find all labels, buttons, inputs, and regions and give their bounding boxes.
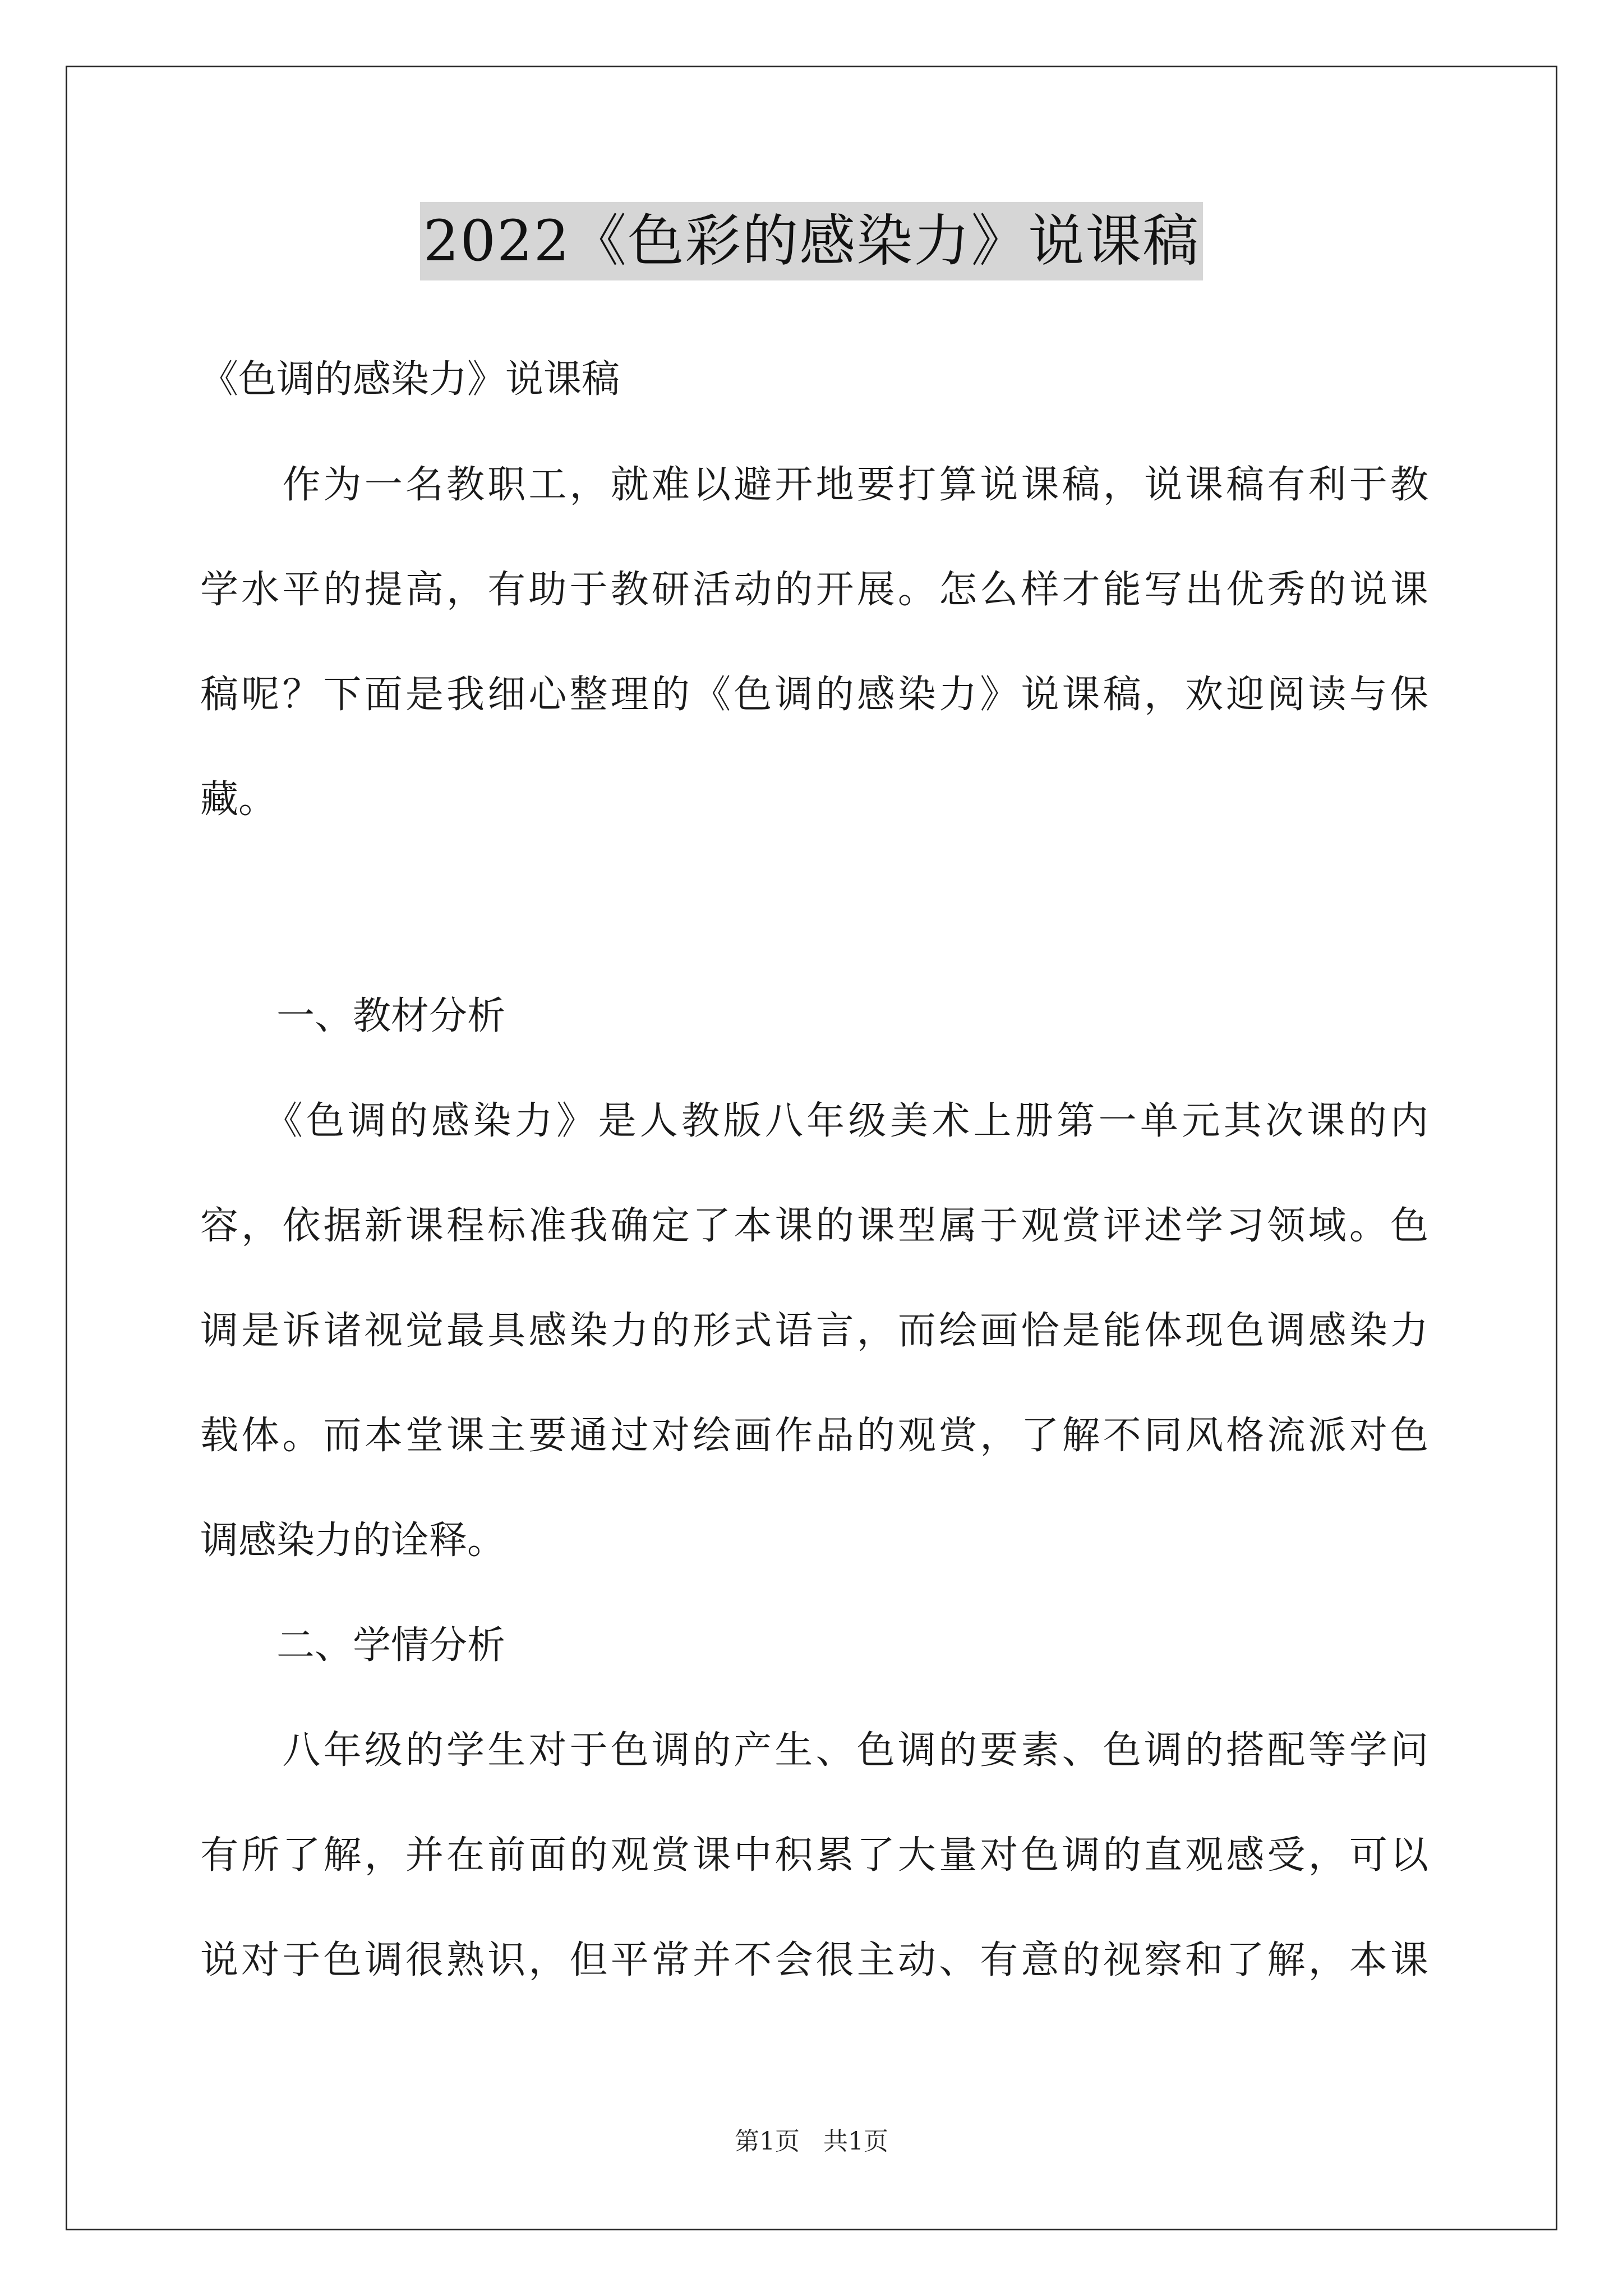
page-footer: 第1页 共1页 <box>735 2127 888 2156</box>
intro-line-3: 稿呢？下面是我细心整理的《色调的感染力》说课稿，欢迎阅读与保 <box>200 673 1428 717</box>
section1-line-5: 调感染力的诠释。 <box>200 1519 506 1563</box>
section2-line-1: 八年级的学生对于色调的产生、色调的要素、色调的搭配等学问 <box>200 1728 1428 1773</box>
section-heading-1: 一、教材分析 <box>200 994 506 1038</box>
title-container <box>0 202 1623 280</box>
section2-line-2: 有所了解，并在前面的观赏课中积累了大量对色调的直观感受，可以 <box>200 1833 1428 1878</box>
section1-line-2: 容，依据新课程标准我确定了本课的课型属于观赏评述学习领域。色 <box>200 1204 1428 1248</box>
intro-line-4: 藏。 <box>200 777 277 822</box>
document-subtitle: 《色调的感染力》说课稿 <box>200 357 620 402</box>
document-title: 2022《色彩的感染力》说课稿 <box>420 202 1204 280</box>
section1-line-3: 调是诉诸视觉最具感染力的形式语言，而绘画恰是能体现色调感染力 <box>200 1309 1428 1353</box>
section-heading-2: 二、学情分析 <box>200 1623 506 1668</box>
section1-line-4: 载体。而本堂课主要通过对绘画作品的观赏，了解不同风格流派对色 <box>200 1414 1428 1458</box>
section1-line-1: 《色调的感染力》是人教版八年级美术上册第一单元其次课的内 <box>200 1099 1428 1143</box>
intro-line-2: 学水平的提高，有助于教研活动的开展。怎么样才能写出优秀的说课 <box>200 568 1428 612</box>
section2-line-3: 说对于色调很熟识，但平常并不会很主动、有意的视察和了解，本课 <box>200 1938 1428 1982</box>
intro-line-1: 作为一名教职工，就难以避开地要打算说课稿，说课稿有利于教 <box>200 463 1428 507</box>
